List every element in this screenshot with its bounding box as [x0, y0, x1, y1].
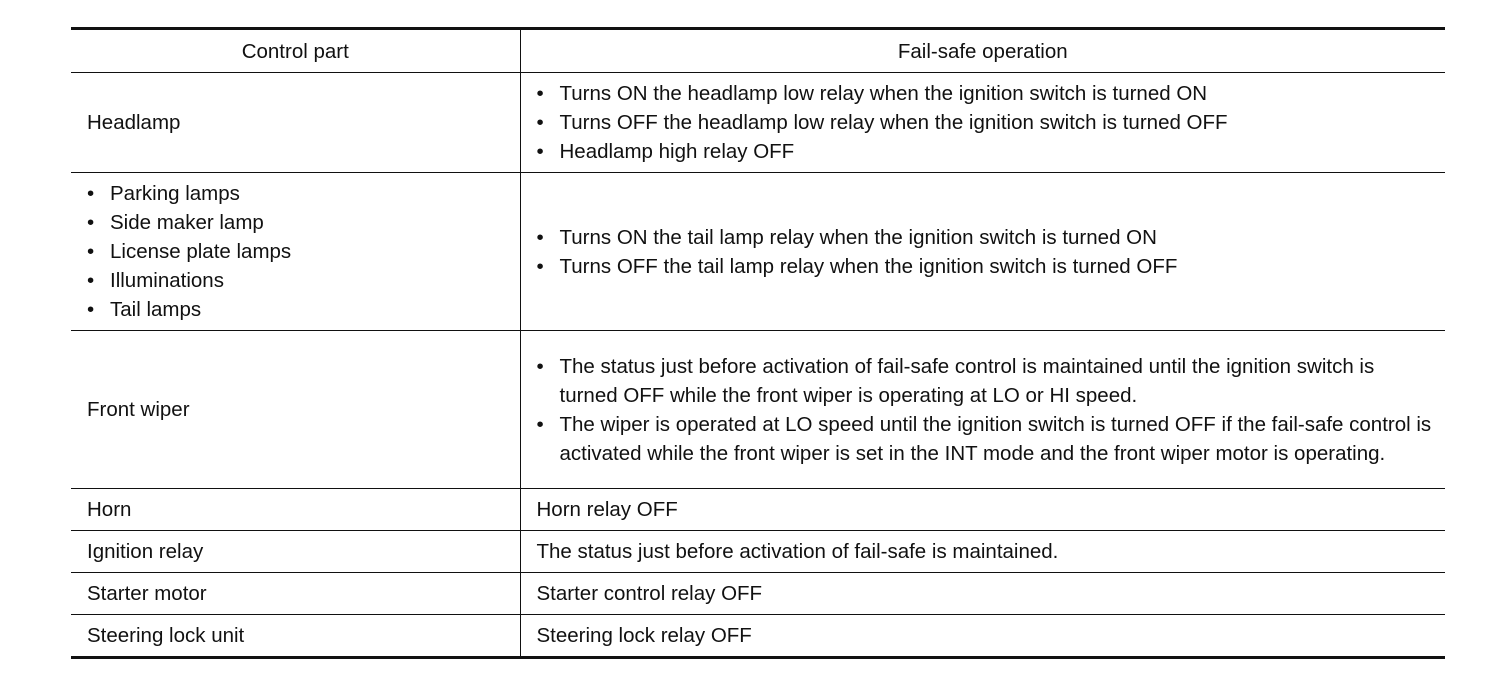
list-item: • Turns OFF the tail lamp relay when the ignition switch is turned OFF [537, 252, 1436, 281]
table-row [71, 615, 1445, 658]
control-list [87, 179, 520, 324]
list-item: • Illuminations [87, 266, 520, 295]
control-part-cell: Headlamp [71, 73, 520, 173]
header-fail-safe-operation: Fail-safe operation [520, 29, 1445, 73]
list-item: • Turns OFF the headlamp low relay when the ignition switch is turned OFF [537, 108, 1436, 137]
fail-safe-table [71, 27, 1445, 659]
fail-safe-cell: Horn relay OFF [520, 489, 1445, 531]
fail-safe-cell: The status just before activation of fail-safe is maintained. [520, 531, 1445, 573]
list-item: • Turns ON the tail lamp relay when the ignition switch is turned ON [537, 223, 1436, 252]
operation-list [537, 223, 1436, 281]
table-row [71, 489, 1445, 531]
control-part-cell: Horn [71, 489, 520, 531]
table-row [71, 173, 1445, 331]
table-row [71, 331, 1445, 489]
operation-list [537, 352, 1436, 468]
control-part-cell: Ignition relay [71, 531, 520, 573]
list-item: • The wiper is operated at LO speed until the ignition switch is turned OFF if the fail-safe control is activated while the front wiper is set in the INT mode and the front wiper motor is operating. [537, 410, 1436, 468]
header-row [71, 29, 1445, 73]
list-item: • Headlamp high relay OFF [537, 137, 1436, 166]
fail-safe-cell [520, 73, 1445, 173]
header-control-part: Control part [71, 29, 520, 73]
control-part-cell: Starter motor [71, 573, 520, 615]
table-row [71, 73, 1445, 173]
operation-list [537, 79, 1436, 166]
table-header [71, 29, 1445, 73]
control-part-cell: Steering lock unit [71, 615, 520, 658]
control-part-cell [71, 173, 520, 331]
list-item: • Turns ON the headlamp low relay when the ignition switch is turned ON [537, 79, 1436, 108]
fail-safe-cell: Steering lock relay OFF [520, 615, 1445, 658]
fail-safe-cell: Starter control relay OFF [520, 573, 1445, 615]
table-row [71, 573, 1445, 615]
fail-safe-cell [520, 331, 1445, 489]
list-item: • Side maker lamp [87, 208, 520, 237]
table-row [71, 531, 1445, 573]
list-item: • Tail lamps [87, 295, 520, 324]
list-item: • Parking lamps [87, 179, 520, 208]
table-body [71, 73, 1445, 658]
list-item: • The status just before activation of fail-safe control is maintained until the ignition switch is turned OFF while the front wiper is operating at LO or HI speed. [537, 352, 1436, 410]
list-item: • License plate lamps [87, 237, 520, 266]
fail-safe-cell [520, 173, 1445, 331]
control-part-cell: Front wiper [71, 331, 520, 489]
